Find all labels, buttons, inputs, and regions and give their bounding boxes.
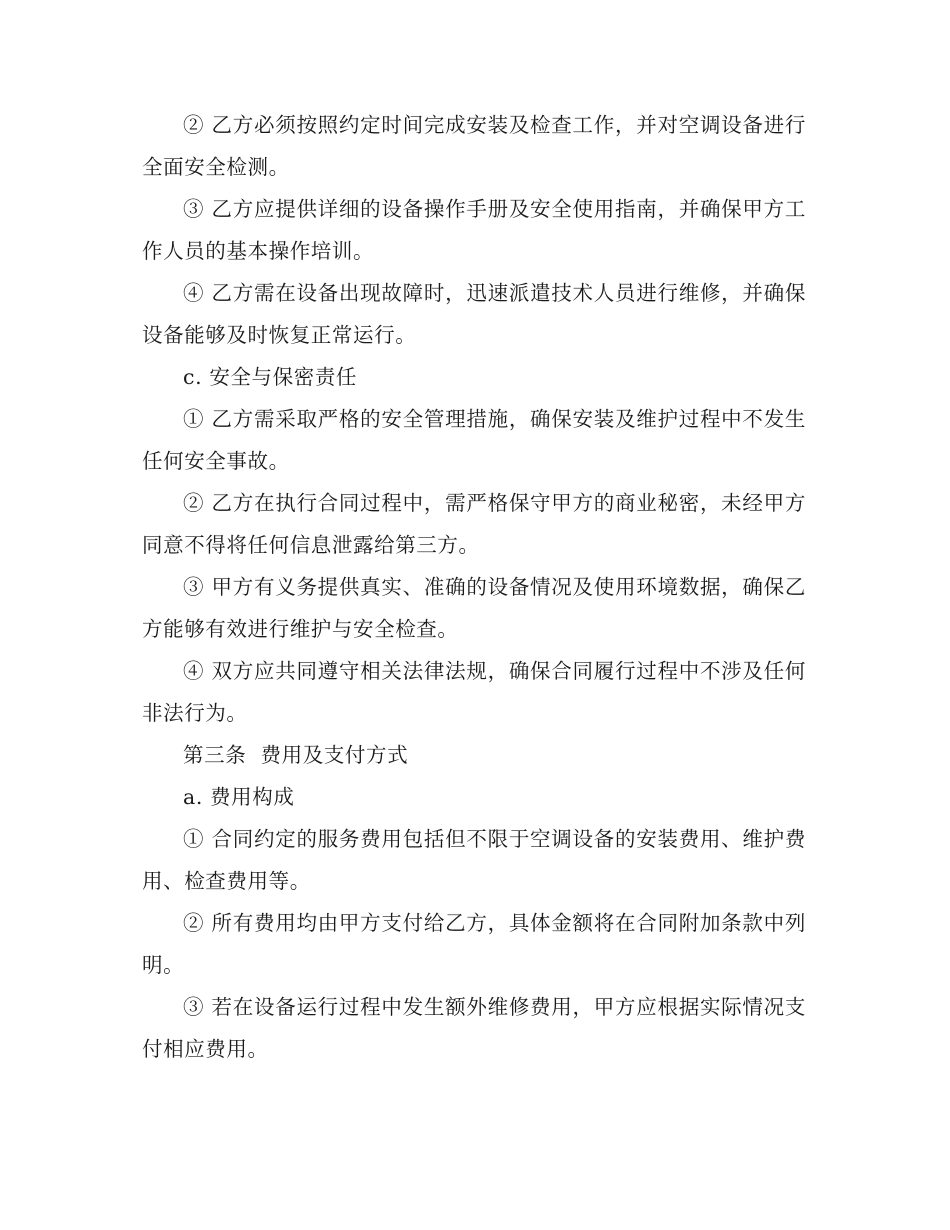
paragraph-a3: ③ 若在设备运行过程中发生额外维修费用，甲方应根据实际情况支付相应费用。 xyxy=(142,995,806,1061)
paragraph-b4: ④ 乙方需在设备出现故障时，迅速派遣技术人员进行维修，并确保设备能够及时恢复正常运行。 xyxy=(142,281,806,347)
article-3-heading: 第三条 费用及支付方式 xyxy=(183,743,409,767)
paragraph-b3: ③ 乙方应提供详细的设备操作手册及安全使用指南，并确保甲方工作人员的基本操作培训。 xyxy=(142,197,806,263)
paragraph-c1: ① 乙方需采取严格的安全管理措施，确保安装及维护过程中不发生任何安全事故。 xyxy=(142,407,806,473)
article-3-subheading: a. 费用构成 xyxy=(183,785,295,809)
paragraph-a1: ① 合同约定的服务费用包括但不限于空调设备的安装费用、维护费用、检查费用等。 xyxy=(142,827,806,893)
paragraph-c3: ③ 甲方有义务提供真实、准确的设备情况及使用环境数据，确保乙方能够有效进行维护与安全检查。 xyxy=(142,575,806,641)
section-c-heading: c. 安全与保密责任 xyxy=(183,365,358,389)
document-page xyxy=(142,104,806,1070)
paragraph-a2: ② 所有费用均由甲方支付给乙方，具体金额将在合同附加条款中列明。 xyxy=(142,911,806,977)
paragraph-c4: ④ 双方应共同遵守相关法律法规，确保合同履行过程中不涉及任何非法行为。 xyxy=(142,659,806,725)
paragraph-c2: ② 乙方在执行合同过程中，需严格保守甲方的商业秘密，未经甲方同意不得将任何信息泄露给第三方。 xyxy=(142,491,806,557)
paragraph-b2: ② 乙方必须按照约定时间完成安装及检查工作，并对空调设备进行全面安全检测。 xyxy=(142,113,806,179)
